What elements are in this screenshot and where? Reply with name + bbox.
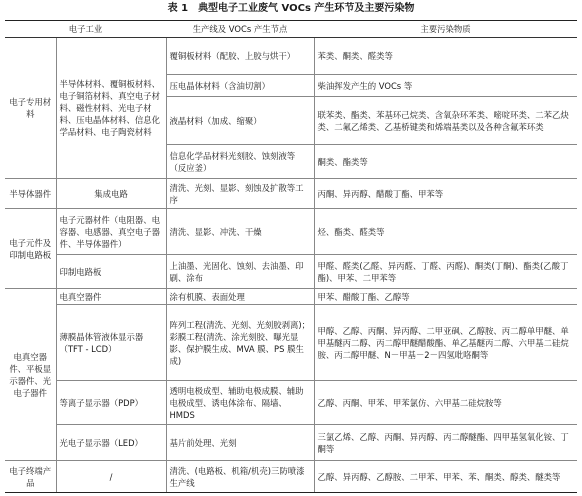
industry-subcategory: 电真空器件 bbox=[56, 289, 166, 305]
process-cell: 压电晶体材料（含油切割） bbox=[166, 75, 314, 97]
process-cell: 阵列工程(清洗、光刻、光刻胶剥离)；彩膜工程(清洗、涂光刻胶、曝光显影、保护膜生成、MVA 膜、PS 膜生成) bbox=[166, 305, 314, 381]
table-row bbox=[5, 209, 577, 255]
process-cell: 上油墨、光固化、蚀刻、去油墨、印刷、涂布 bbox=[166, 255, 314, 289]
table-row bbox=[5, 38, 577, 75]
industry-category: 半导体器件 bbox=[5, 179, 56, 209]
pollutant-cell: 乙醇、异丙醇、乙醇胺、二甲苯、甲苯、苯、酮类、醇类、醚类等 bbox=[314, 461, 577, 493]
pollutant-cell: 三氯乙烯、乙醇、丙酮、异丙醇、丙二醇醚酯、四甲基氢氧化铵、丁酮等 bbox=[314, 425, 577, 461]
pollutant-cell: 丙酮、异丙醇、醋酸丁酯、甲苯等 bbox=[314, 179, 577, 209]
table-number: 表 1 bbox=[167, 3, 189, 14]
industry-category: 电子专用材料 bbox=[5, 38, 56, 179]
pollutant-cell: 联苯类、酯类、苯基环己烷类、含氧杂环苯类、嘧啶环类、二苯乙炔类、二氟乙烯类、乙基桥键类和烯端基类以及各种含氟苯环类 bbox=[314, 97, 577, 145]
pollutant-cell: 甲醛、醛类(乙醛、异丙醛、丁醛、丙醛)、酮类(丁酮)、酯类(乙酸丁酯)、甲苯、二甲苯等 bbox=[314, 255, 577, 289]
pollutant-cell: 苯类、酮类、醛类等 bbox=[314, 38, 577, 75]
header-pollutants: 主要污染物质 bbox=[314, 21, 577, 38]
header-row bbox=[5, 21, 577, 38]
process-cell: 清洗、显影、冲洗、干燥 bbox=[166, 209, 314, 255]
industry-subcategory: 光电子显示器（LED） bbox=[56, 425, 166, 461]
industry-subcategory: 薄膜晶体管液体显示器（TFT - LCD） bbox=[56, 305, 166, 381]
process-cell: 信息化学品材料光刻胶、蚀刻液等（反应釜） bbox=[166, 145, 314, 179]
process-cell: 液晶材料（加成、缩聚） bbox=[166, 97, 314, 145]
process-cell: 基片前处理、光刻 bbox=[166, 425, 314, 461]
pollutant-cell: 甲醇、乙醇、丙酮、异丙醇、二甲亚砜、乙醇胺、丙二醇单甲醚、单甲基醚丙二醇、丙二醇甲醚醋酸酯、单乙基醚丙二醇、六甲基二硅烷胺、丙二醇甲醚、N－甲基－2－四氢吡咯酮等 bbox=[314, 305, 577, 381]
process-cell: 覆铜板材料（配胶、上胶与烘干） bbox=[166, 38, 314, 75]
process-cell: 涂有机膜、表面处理 bbox=[166, 289, 314, 305]
process-cell: 透明电极成型、辅助电极成膜、辅助电极成型、诱电体涂布、隔墙、HMDS bbox=[166, 381, 314, 425]
table-row bbox=[5, 255, 577, 289]
table-title: 典型电子工业废气 VOCs 产生环节及主要污染物 bbox=[198, 3, 415, 14]
industry-category: 电真空器件、平板显示器件、光电子器件 bbox=[5, 289, 56, 461]
table-caption bbox=[0, 2, 582, 16]
industry-subcategory: 集成电路 bbox=[56, 179, 166, 209]
pollutant-cell: 烃、酯类、醛类等 bbox=[314, 209, 577, 255]
process-cell: 清洗、(电路板、机箱/机壳)三防喷漆生产线 bbox=[166, 461, 314, 493]
industry-subcategory: 半导体材料、覆铜板材料、电子铜箔材料、真空电子材料、磁性材料、光电子材料、压电晶体材料、信息化学品材料、电子陶瓷材料 bbox=[56, 38, 166, 179]
table-row bbox=[5, 461, 577, 493]
table-row bbox=[5, 305, 577, 381]
industry-subcategory: 等离子显示器（PDP） bbox=[56, 381, 166, 425]
pollutant-cell: 柴油挥发产生的 VOCs 等 bbox=[314, 75, 577, 97]
industry-category: 电子终端产品 bbox=[5, 461, 56, 493]
header-process: 生产线及 VOCs 产生节点 bbox=[166, 21, 314, 38]
table-row bbox=[5, 289, 577, 305]
process-cell: 清洗、光刻、显影、刻蚀及扩散等工序 bbox=[166, 179, 314, 209]
table-row bbox=[5, 381, 577, 425]
pollutant-table bbox=[5, 20, 577, 493]
industry-subcategory: 印制电路板 bbox=[56, 255, 166, 289]
industry-subcategory: / bbox=[56, 461, 166, 493]
industry-subcategory: 电子元器材件（电阻器、电容器、电感器、真空电子器件、半导体器件） bbox=[56, 209, 166, 255]
header-industry: 电子工业 bbox=[5, 21, 166, 38]
industry-category: 电子元件及印制电路板 bbox=[5, 209, 56, 289]
table-row bbox=[5, 425, 577, 461]
pollutant-cell: 甲苯、醋酸丁酯、乙醇等 bbox=[314, 289, 577, 305]
pollutant-cell: 乙醇、丙酮、甲苯、甲苯氯仿、六甲基二硅烷胺等 bbox=[314, 381, 577, 425]
pollutant-cell: 酮类、酯类等 bbox=[314, 145, 577, 179]
table-row bbox=[5, 179, 577, 209]
